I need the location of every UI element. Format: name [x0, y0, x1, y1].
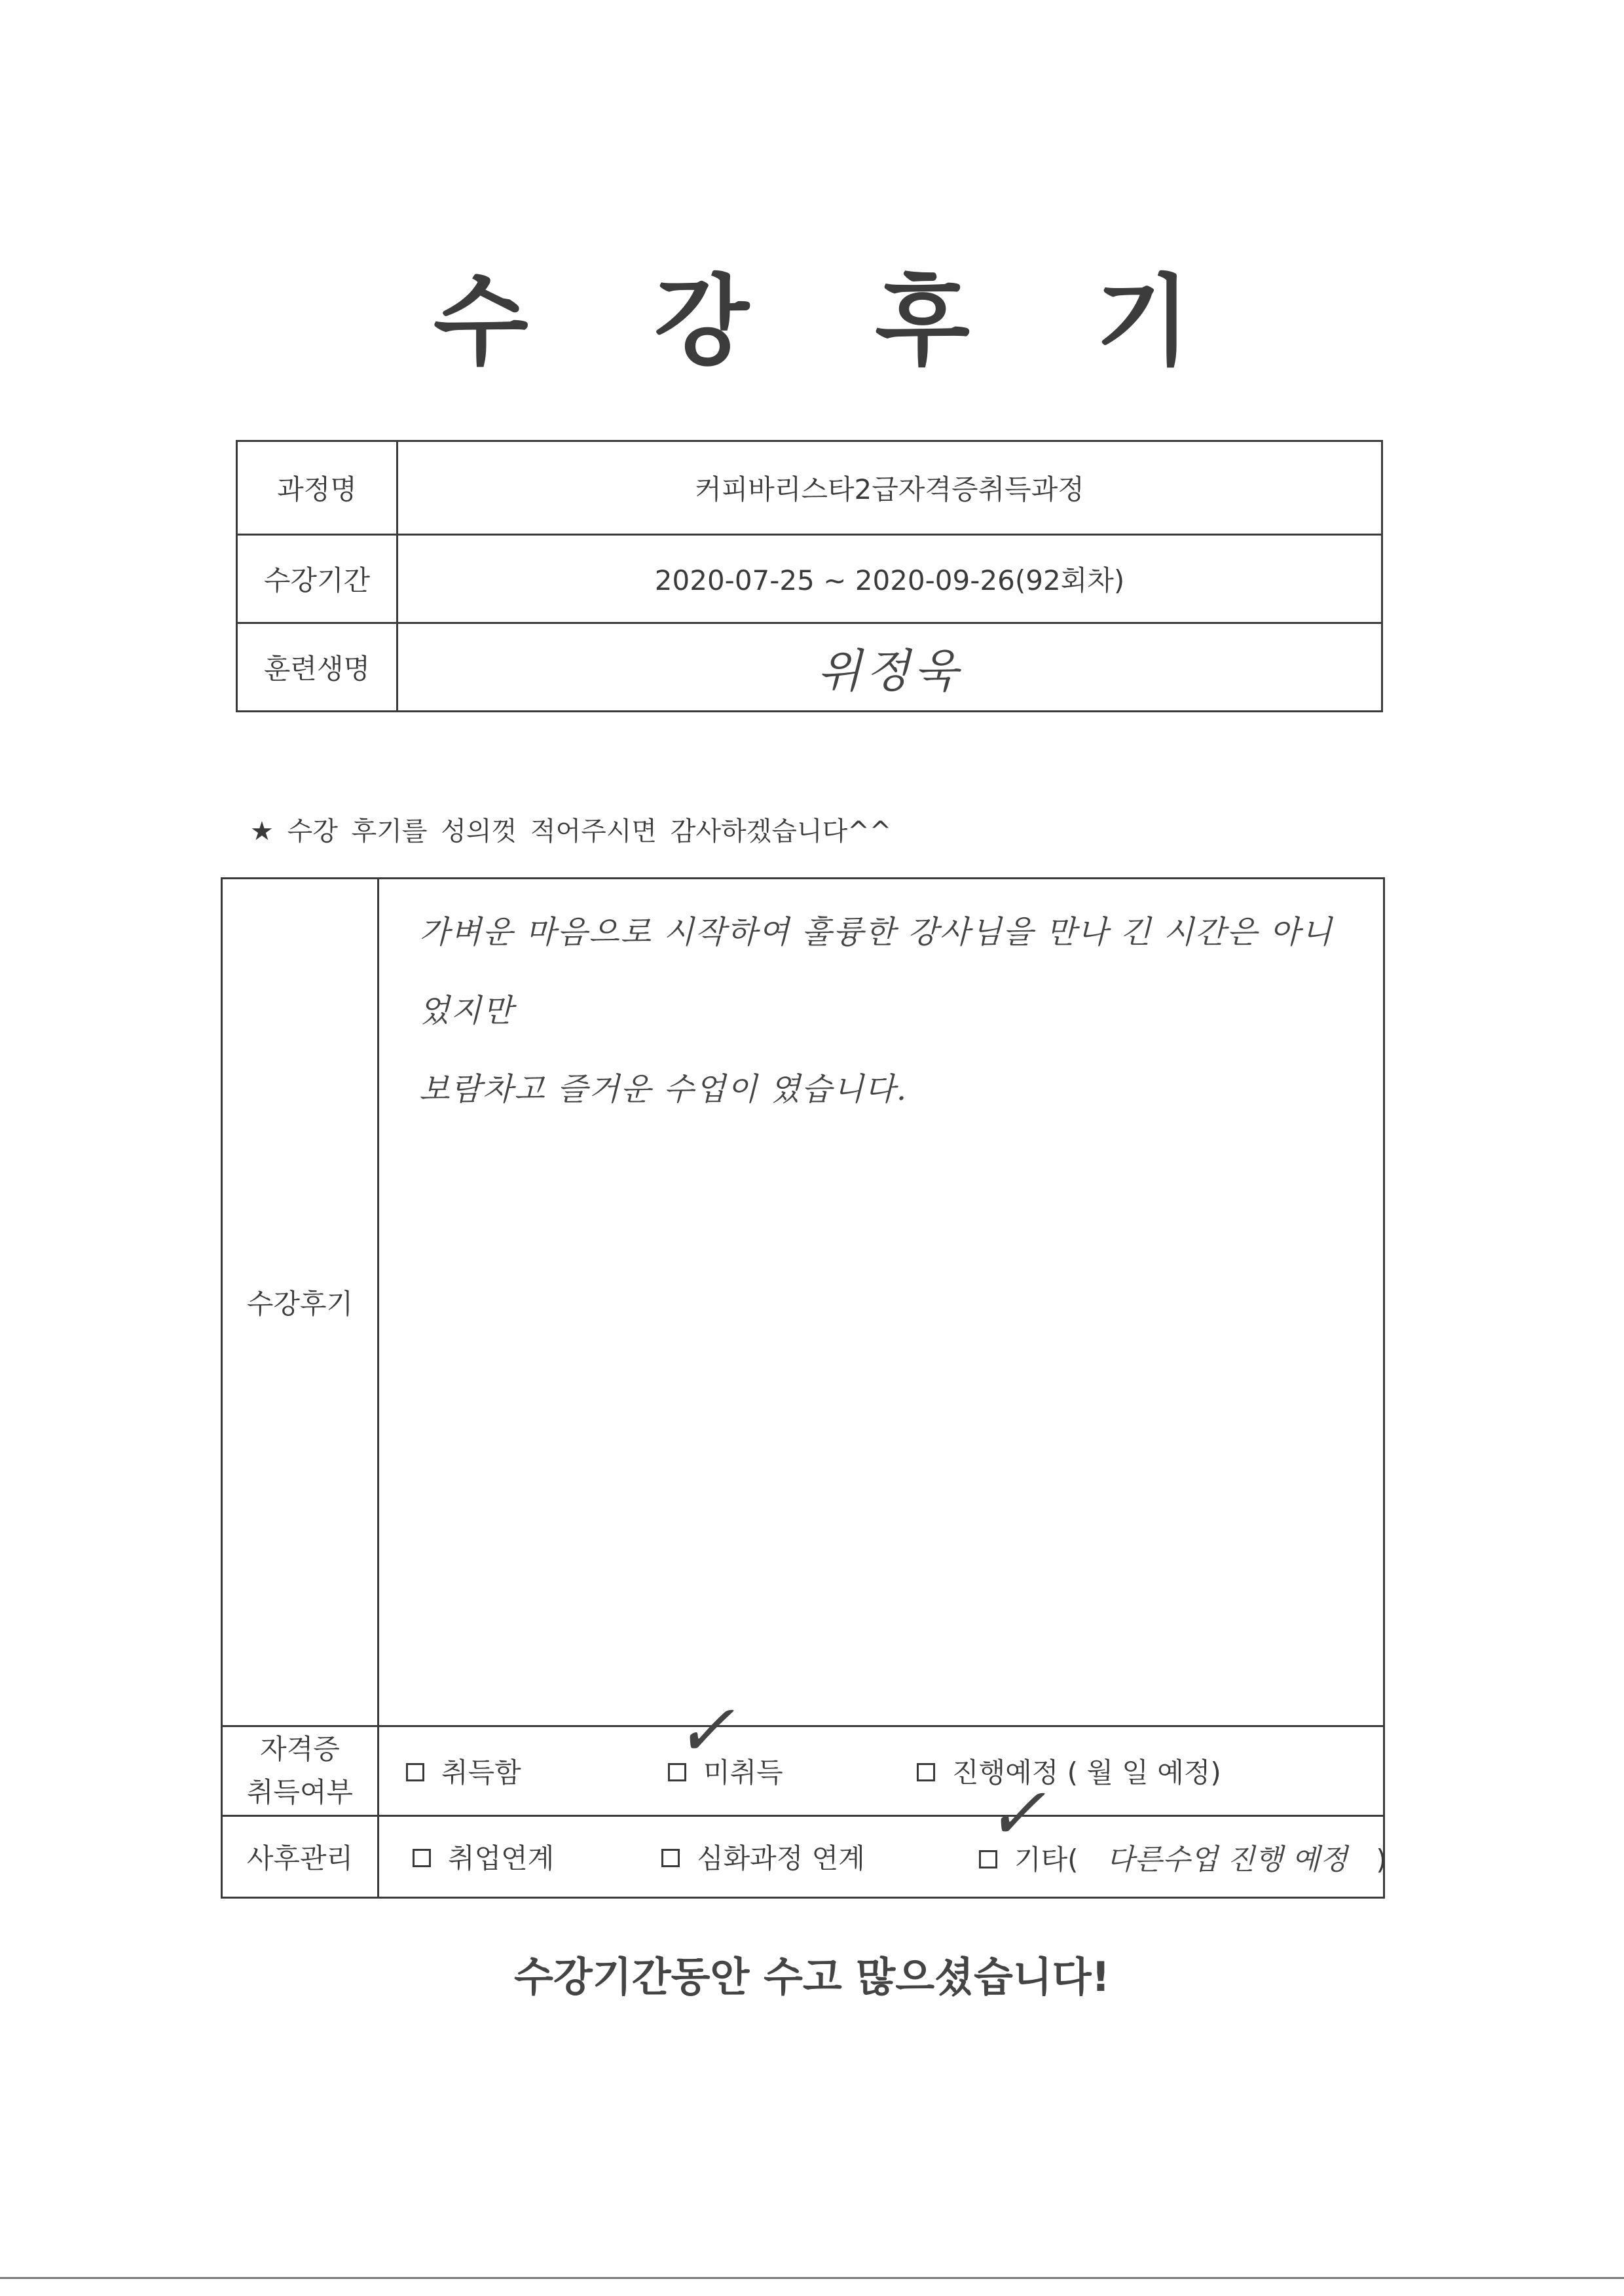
check-mark-icon: ✓	[986, 1772, 1046, 1855]
closing-message: 수강기간동안 수고 많으셨습니다!	[514, 1953, 1110, 2001]
option-label: 기타(	[1014, 1844, 1079, 1876]
aftercare-option-employment[interactable]	[413, 1837, 554, 1876]
option-label: 미취득	[703, 1757, 783, 1789]
checkbox-icon[interactable]	[406, 1763, 424, 1781]
certificate-option-acquired[interactable]	[406, 1751, 521, 1791]
review-table	[221, 877, 1385, 1899]
check-mark-icon: ✓	[674, 1688, 735, 1772]
student-name-label: 훈련생명	[237, 623, 397, 712]
notice-text: ★ 수강 후기를 성의껏 적어주시면 감사하겠습니다^^	[250, 816, 892, 847]
certificate-option-in-progress[interactable]	[917, 1751, 1221, 1791]
course-info-table	[236, 440, 1383, 712]
checkbox-icon[interactable]	[413, 1849, 431, 1867]
review-line-1: 가벼운 마음으로 시작하여 훌륭한 강사님을 만나 긴 시간은 아니었지만	[419, 914, 1333, 1029]
review-content	[378, 879, 1384, 1726]
certificate-label-line2: 취득여부	[246, 1776, 354, 1808]
student-name-value: 위정욱	[397, 623, 1382, 712]
certificate-label	[222, 1726, 378, 1816]
course-name-label: 과정명	[237, 441, 397, 535]
period-label: 수강기간	[237, 535, 397, 623]
option-label: 취득함	[441, 1757, 521, 1789]
certificate-options	[378, 1688, 1384, 1816]
checkbox-icon[interactable]	[917, 1763, 935, 1781]
option-label: 심화과정 연계	[697, 1842, 865, 1874]
course-name-value: 커피바리스타2급자격증취득과정	[397, 441, 1382, 535]
review-label: 수강후기	[222, 879, 378, 1726]
option-label: 취업연계	[448, 1842, 555, 1874]
certificate-label-line1: 자격증	[260, 1733, 340, 1765]
review-line-2: 보람차고 즐거운 수업이 였습니다.	[419, 1071, 908, 1108]
checkbox-icon[interactable]	[661, 1849, 680, 1867]
other-close: )	[1376, 1844, 1387, 1876]
aftercare-option-advanced[interactable]	[661, 1837, 865, 1876]
page-divider	[0, 2277, 1624, 2279]
other-text: 다른수업 진행 예정	[1106, 1843, 1348, 1876]
document-title: 수 강 후 기	[433, 265, 1237, 379]
option-label: 진행예정 ( 월 일 예정)	[952, 1757, 1221, 1789]
aftercare-label: 사후관리	[222, 1816, 378, 1898]
period-value: 2020-07-25 ~ 2020-09-26(92회차)	[397, 535, 1382, 623]
